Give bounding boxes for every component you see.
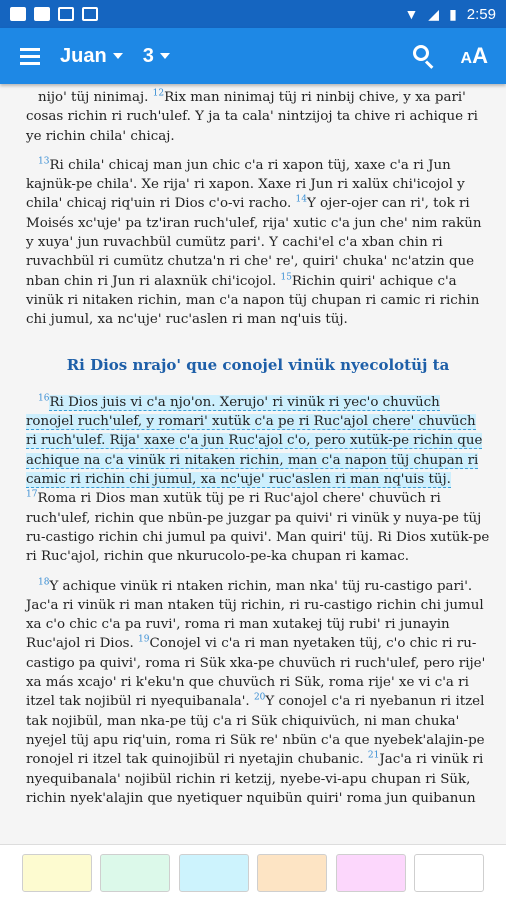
verse-number: 20 xyxy=(253,692,266,703)
verse-paragraph[interactable] xyxy=(26,156,490,330)
book-selector[interactable] xyxy=(60,45,123,68)
signal-icon: ◢ xyxy=(428,5,440,22)
verse-paragraph[interactable] xyxy=(26,88,490,146)
highlight-swatch-yellow[interactable] xyxy=(22,854,92,892)
verse-text: Y ojer-ojer can ri', tok ri Moisés xc'uje' pa tz'iran ruch'ulef, rija' xutic c'a jun che' nim rakün y xuya' jun ruvachbül cumütz pari'. Y cachi'el c'a xban chin ri ruvachbül ri cumütz chutza'n ri che' re', quiri' chuka' nc'atzin que nban chin ri Jun ri alaxnük chi'icojol. xyxy=(26,196,482,289)
verse-number: 12 xyxy=(152,88,165,99)
verse-paragraph[interactable] xyxy=(26,577,490,809)
section-heading: Ri Dios nrajo' que conojel vinük nyecolotüj ta xyxy=(66,355,450,374)
wifi-icon: ▼ xyxy=(404,6,419,22)
facebook-icon xyxy=(34,7,50,21)
status-time: 2:59 xyxy=(466,5,496,23)
highlight-swatch-pink[interactable] xyxy=(336,854,406,892)
highlight-swatch-cyan[interactable] xyxy=(179,854,249,892)
chapter-selector[interactable] xyxy=(143,45,170,68)
scripture-content[interactable] xyxy=(0,84,506,844)
app-bar xyxy=(0,28,506,84)
chevron-down-icon xyxy=(113,53,123,59)
verse-number: 18 xyxy=(38,577,50,588)
verse-text: Y conojel c'a ri nyebanun ri itzel tak nojibül, man nka-pe tüj c'a ri Sük chiquivüch, ni man chuka' nyejel tüj apu riq'uin, roma ri Sük re' nbün c'a que nyebek'alajin-pe ronojel ri itzel tak quinojibül ri nyetajin chubanic. xyxy=(26,694,485,768)
verse-text: nijo' tüj ninimaj. xyxy=(38,90,153,105)
verse-text: Y achique vinük ri ntaken richin, man nka' tüj ru-castigo pari'. Jac'a ri vinük ri man ntaken tüj richin, ri ru-castigo richin chi jumul xa c'o chic c'a pa ruvi', roma ri man xutakej tüj rubi' ri junayin Ruc'ajol ri Dios. xyxy=(26,578,484,652)
verse-number: 16 xyxy=(38,393,50,404)
image-icon xyxy=(58,7,74,21)
verse-number: 15 xyxy=(280,272,292,283)
mail-icon xyxy=(82,7,98,21)
battery-icon: ▮ xyxy=(449,5,457,22)
highlight-swatch-white[interactable] xyxy=(414,854,484,892)
facebook-icon xyxy=(10,7,26,21)
verse-text: Conojel vi c'a ri man nyetaken tüj, c'o chic ri ru-castigo pa quivi', roma ri Sük xka-pe chuvüch ri ruch'ulef, pero rije' xa más xcajo' ri k'eku'n que chuvüch ri Sük, roma rije' xe vi c'a ri itzel tak nojibül ri nyequibanala'. xyxy=(26,636,486,710)
search-icon[interactable] xyxy=(413,45,435,67)
verse-text: Richin quiri' achique c'a vinük ri nitaken richin, man c'a napon tüj chupan ri camic ri richin chi jumul, xa nc'uje' ruc'aslen ri man nq'uis tüj. xyxy=(26,273,480,328)
verse-number: 13 xyxy=(38,156,50,167)
verse-number: 19 xyxy=(138,634,150,645)
text-size-icon[interactable]: AA xyxy=(460,43,488,68)
verse-text: Rix man ninimaj tüj ri ninbij chive, y xa pari' cosas richin ri ruch'ulef. Y ja ta cala' nintzijoj ta chive ri achique ri ye richin chila' chicaj. xyxy=(26,90,478,144)
verse-number: 17 xyxy=(26,489,38,500)
verse-text: Jac'a ri vinük ri nyequibanala' nojibül richin ri ketzij, nyebe-vi-apu chupan ri Sük, richin nyek'alajin que nyetiquer nquibün quiri' roma jun quibanun xyxy=(26,752,484,806)
highlight-swatch-orange[interactable] xyxy=(257,854,327,892)
highlight-color-bar xyxy=(0,844,506,900)
highlighted-verse-text: Ri Dios juis vi c'a njo'on. Xerujo' ri vinük ri yec'o chuvüch ronojel ruch'ulef, y romari' xutük c'a pe ri Ruc'ajol chere' chuvüch ri ruch'ulef. Rija' xaxe c'a jun Ruc'ajol c'o, pero xutük-pe richin que achique na c'a vinük ri nitaken richin, man c'a napon tüj chupan ri camic ri richin chi jumul, xa nc'uje' ruc'aslen ri man nq'uis tüj. xyxy=(26,394,483,488)
verse-text: Roma ri Dios man xutük tüj pe ri Ruc'ajol chere' chuvüch ri ruch'ulef, richin que nbün-pe juzgar pa quivi' ri vinük y nuya-pe tüj ru-castigo richin chi jumul pa quivi'. Man quiri' tüj. Ri Dios xutük-pe ri Ruc'ajol, richin que nkurucolo-pe-ka chupan ri kamac. xyxy=(26,491,490,565)
menu-icon[interactable] xyxy=(0,28,60,84)
status-bar xyxy=(0,0,506,28)
verse-number: 14 xyxy=(295,195,307,206)
book-name: Juan xyxy=(60,44,107,67)
verse-paragraph[interactable] xyxy=(26,393,490,567)
verse-number: 21 xyxy=(367,750,380,761)
verse-text: Ri chila' chicaj man jun chic c'a ri xapon tüj, xaxe c'a ri Jun kajnük-pe chila'. Xe rija' ri xapon. Xaxe ri Jun ri xalüx chi'icojol y chila' chicaj riq'uin ri Dios c'o-vi racho. xyxy=(26,157,465,212)
chevron-down-icon xyxy=(160,53,170,59)
chapter-number: 3 xyxy=(142,44,154,67)
highlight-swatch-green[interactable] xyxy=(100,854,170,892)
